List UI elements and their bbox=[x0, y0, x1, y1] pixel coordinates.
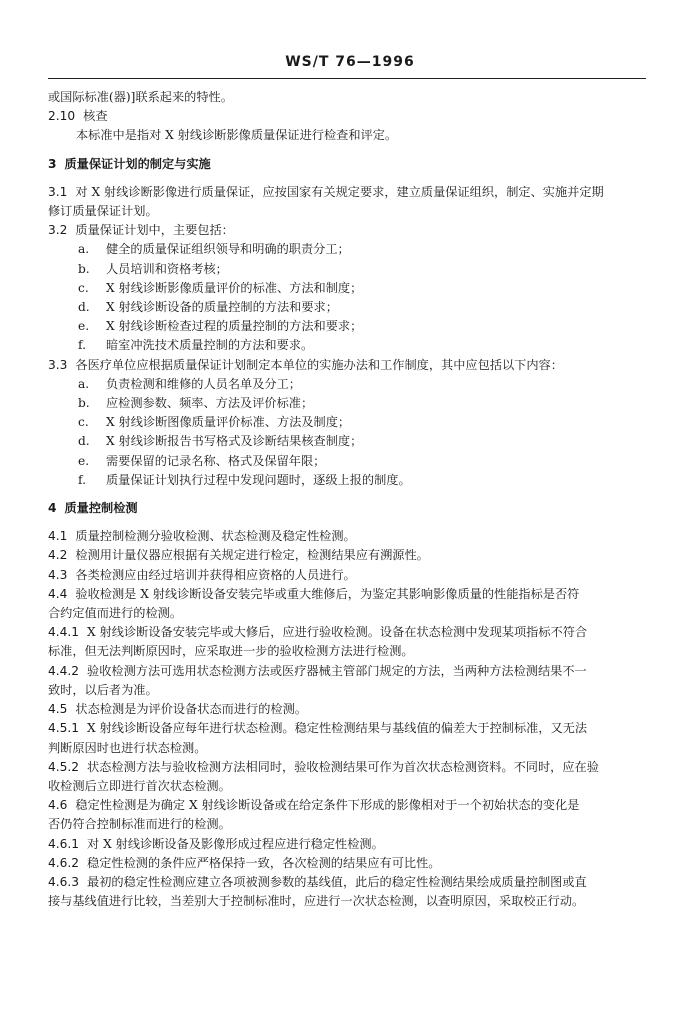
line-text: 质量保证计划的制定与实施 bbox=[64, 156, 211, 171]
text-line bbox=[48, 681, 646, 700]
text-line bbox=[48, 126, 646, 145]
text-line bbox=[48, 88, 646, 107]
clause-number: 4.5.2 bbox=[48, 759, 80, 774]
list-item bbox=[48, 298, 646, 317]
text-line bbox=[48, 719, 646, 738]
line-text: X 射线诊断检查过程的质量控制的方法和要求； bbox=[106, 319, 363, 334]
line-text: 或国际标准(器)]联系起来的特性。 bbox=[48, 90, 233, 104]
clause-number: 3.2 bbox=[48, 223, 68, 238]
line-text: 对 X 射线诊断设备及影像形成过程应进行稳定性检测。 bbox=[87, 836, 384, 851]
page-header: WS/T 76—1996 bbox=[285, 54, 415, 70]
line-text: 质量控制检测 bbox=[64, 501, 138, 516]
document-body bbox=[48, 88, 646, 911]
list-marker: f. bbox=[78, 472, 86, 487]
line-text: 稳定性检测的条件应严格保持一致，各次检测的结果应有可比性。 bbox=[87, 855, 441, 870]
list-marker: b. bbox=[78, 261, 90, 276]
clause-number: 4.2 bbox=[48, 548, 68, 563]
line-text: X 射线诊断图像质量评价标准、方法及制度； bbox=[106, 415, 351, 430]
text-line bbox=[48, 854, 646, 873]
header-rule bbox=[48, 78, 646, 79]
list-item bbox=[48, 279, 646, 298]
text-line bbox=[48, 202, 646, 221]
clause-number: 4.1 bbox=[48, 529, 68, 544]
line-text: 本标准中是指对 X 射线诊断影像质量保证进行检查和评定。 bbox=[76, 128, 398, 143]
line-text: 收检测后立即进行首次状态检测。 bbox=[48, 778, 231, 793]
line-text: 否仍符合控制标准而进行的检测。 bbox=[48, 817, 231, 832]
clause-number: 3.1 bbox=[48, 184, 68, 199]
line-text: 合约定值而进行的检测。 bbox=[48, 606, 183, 621]
line-text: X 射线诊断设备应每年进行状态检测。稳定性检测结果与基线值的偏差大于控制标准，又无法 bbox=[87, 721, 588, 736]
list-marker: d. bbox=[78, 300, 90, 315]
text-line bbox=[48, 796, 646, 815]
line-text: 对 X 射线诊断影像进行质量保证，应按国家有关规定要求，建立质量保证组织，制定、实施并定期 bbox=[75, 184, 604, 199]
line-text: 负责检测和维修的人员名单及分工； bbox=[106, 376, 301, 391]
text-line bbox=[48, 662, 646, 681]
list-marker: c. bbox=[78, 415, 89, 430]
clause-number: 2.10 bbox=[48, 109, 76, 124]
line-text: 检测用计量仪器应根据有关规定进行检定，检测结果应有溯源性。 bbox=[75, 548, 429, 563]
list-marker: d. bbox=[78, 434, 90, 449]
clause-number: 4.4.1 bbox=[48, 625, 80, 640]
list-item bbox=[48, 471, 646, 490]
line-text: X 射线诊断设备安装完毕或大修后，应进行验收检测。设备在状态检测中发现某项指标不符合 bbox=[87, 625, 588, 640]
list-item bbox=[48, 336, 646, 355]
text-line bbox=[48, 527, 646, 546]
text-line bbox=[48, 356, 646, 375]
line-text: 状态检测是为评价设备状态而进行的检测。 bbox=[75, 702, 307, 717]
list-item bbox=[48, 240, 646, 259]
text-line bbox=[48, 107, 646, 126]
list-item bbox=[48, 452, 646, 471]
line-text: 验收检测是 X 射线诊断设备安装完毕或重大维修后，为鉴定其影响影像质量的性能指标是否符 bbox=[75, 586, 580, 601]
text-line bbox=[48, 623, 646, 642]
line-text: 验收检测方法可选用状态检测方法或医疗器械主管部门规定的方法，当两种方法检测结果不一 bbox=[87, 663, 587, 678]
line-text: 标准，但无法判断原因时，应采取进一步的验收检测方法进行检测。 bbox=[48, 644, 414, 659]
clause-number: 4.6.3 bbox=[48, 874, 80, 889]
clause-number: 4.3 bbox=[48, 567, 68, 582]
list-item bbox=[48, 394, 646, 413]
line-text: 核查 bbox=[83, 109, 108, 124]
clause-number: 4.4.2 bbox=[48, 663, 80, 678]
line-text: 各类检测应由经过培训并获得相应资格的人员进行。 bbox=[75, 567, 356, 582]
line-text: 致时，以后者为准。 bbox=[48, 682, 158, 697]
line-text: 判断原因时也进行状态检测。 bbox=[48, 740, 207, 755]
text-line bbox=[48, 183, 646, 202]
clause-number: 4.5.1 bbox=[48, 721, 80, 736]
text-line bbox=[48, 758, 646, 777]
section-spacer bbox=[48, 518, 646, 527]
list-item bbox=[48, 317, 646, 336]
line-text: X 射线诊断设备的质量控制的方法和要求； bbox=[106, 300, 338, 315]
line-text: 需要保留的记录名称、格式及保留年限； bbox=[106, 453, 326, 468]
line-text: 质量保证计划执行过程中发现问题时，逐级上报的制度。 bbox=[106, 472, 411, 487]
text-line bbox=[48, 604, 646, 623]
clause-number: 4.6 bbox=[48, 798, 68, 813]
line-text: 各医疗单位应根据质量保证计划制定本单位的实施办法和工作制度，其中应包括以下内容： bbox=[75, 357, 563, 372]
text-line bbox=[48, 585, 646, 604]
line-text: 应检测参数、频率、方法及评价标准； bbox=[106, 396, 314, 411]
line-text: 质量控制检测分验收检测、状态检测及稳定性检测。 bbox=[75, 529, 356, 544]
line-text: 暗室冲洗技术质量控制的方法和要求。 bbox=[106, 338, 314, 353]
clause-number: 4.5 bbox=[48, 702, 68, 717]
line-text: 人员培训和资格考核； bbox=[106, 261, 228, 276]
list-marker: b. bbox=[78, 396, 90, 411]
text-line bbox=[48, 777, 646, 796]
list-item bbox=[48, 432, 646, 451]
text-line bbox=[48, 815, 646, 834]
list-item bbox=[48, 413, 646, 432]
text-line bbox=[48, 892, 646, 911]
line-text: X 射线诊断报告书写格式及诊断结果核查制度； bbox=[106, 434, 363, 449]
clause-number: 4.6.2 bbox=[48, 855, 80, 870]
clause-number: 4.6.1 bbox=[48, 836, 80, 851]
clause-number: 3 bbox=[48, 156, 57, 171]
clause-number: 3.3 bbox=[48, 357, 68, 372]
text-line bbox=[48, 739, 646, 758]
list-marker: e. bbox=[78, 453, 90, 468]
text-line bbox=[48, 566, 646, 585]
section-spacer bbox=[48, 174, 646, 183]
list-item bbox=[48, 260, 646, 279]
section-heading bbox=[48, 499, 646, 518]
list-marker: e. bbox=[78, 319, 90, 334]
line-text: 质量保证计划中，主要包括： bbox=[75, 223, 234, 238]
section-spacer bbox=[48, 490, 646, 499]
line-text: 健全的质量保证组织领导和明确的职责分工； bbox=[106, 242, 350, 257]
text-line bbox=[48, 546, 646, 565]
line-text: 最初的稳定性检测应建立各项被测参数的基线值，此后的稳定性检测结果绘成质量控制图或直 bbox=[87, 874, 587, 889]
list-marker: a. bbox=[78, 376, 90, 391]
text-line bbox=[48, 700, 646, 719]
clause-number: 4.4 bbox=[48, 586, 68, 601]
section-heading bbox=[48, 155, 646, 174]
line-text: 修订质量保证计划。 bbox=[48, 204, 158, 219]
clause-number: 4 bbox=[48, 501, 57, 516]
text-line bbox=[48, 221, 646, 240]
line-text: 状态检测方法与验收检测方法相同时，验收检测结果可作为首次状态检测资料。不同时，应在验 bbox=[87, 759, 599, 774]
list-item bbox=[48, 375, 646, 394]
text-line bbox=[48, 642, 646, 661]
list-marker: f. bbox=[78, 338, 86, 353]
list-marker: c. bbox=[78, 280, 89, 295]
text-line bbox=[48, 873, 646, 892]
list-marker: a. bbox=[78, 242, 90, 257]
line-text: 稳定性检测是为确定 X 射线诊断设备或在给定条件下形成的影像相对于一个初始状态的变化是 bbox=[75, 798, 580, 813]
section-spacer bbox=[48, 146, 646, 155]
text-line bbox=[48, 835, 646, 854]
line-text: 接与基线值进行比较，当差别大于控制标准时，应进行一次状态检测，以查明原因，采取校正行动。 bbox=[48, 894, 585, 909]
line-text: X 射线诊断影像质量评价的标准、方法和制度； bbox=[106, 280, 363, 295]
